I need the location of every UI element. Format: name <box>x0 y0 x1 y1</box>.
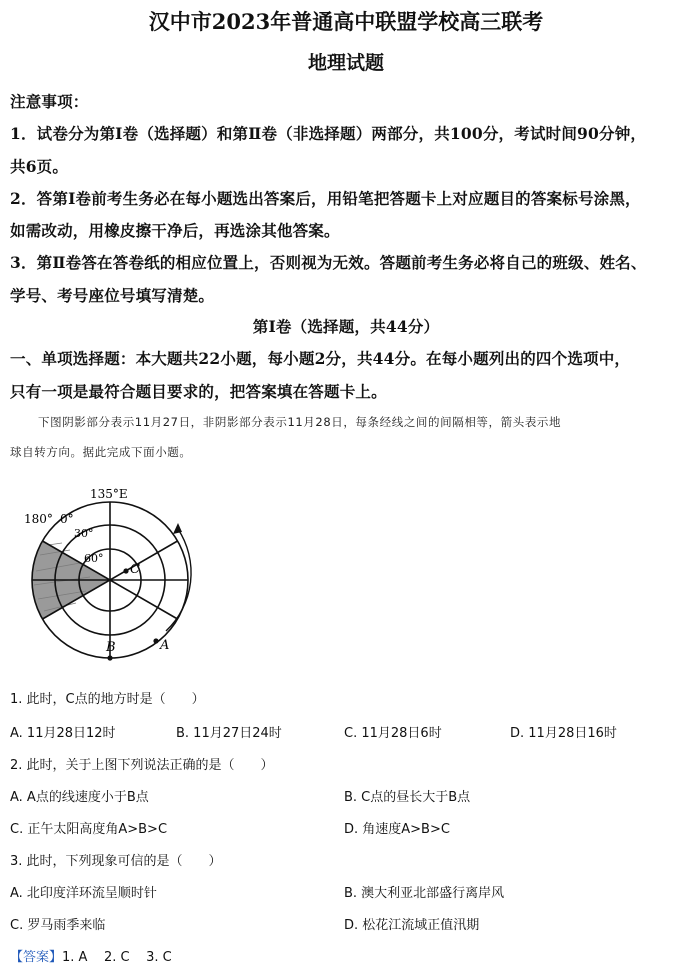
question-1-option-c: C. 11月28日6时 <box>344 726 442 741</box>
point-b-dot <box>107 655 112 660</box>
question-2-option-b: B. C点的昼长大于B点 <box>344 790 471 805</box>
question-2-option-a: A. A点的线速度小于B点 <box>10 790 149 805</box>
question-2-option-d: D. 角速度A>B>C <box>344 822 450 837</box>
note-line-4: 如需改动，用橡皮擦干净后，再选涂其他答案。 <box>10 221 340 240</box>
question-2-stem: 2. 此时，关于上图下列说法正确的是（ ） <box>10 758 274 773</box>
answer-tag: 【答案】 <box>10 950 63 965</box>
answer-2: 2. C <box>103 950 130 965</box>
point-c-dot <box>123 568 128 573</box>
question-3-option-b: B. 澳大利亚北部盛行离岸风 <box>344 886 505 901</box>
label-point-c: C <box>130 562 140 577</box>
answer-3: 3. C <box>146 950 172 965</box>
polar-figure <box>10 485 220 665</box>
label-lat30: 30° <box>74 527 94 540</box>
question-1-option-a: A. 11月28日12时 <box>10 726 116 741</box>
label-zero: 0° <box>60 512 74 526</box>
subject-title: 地理试题 <box>307 52 384 74</box>
question-3-option-c: C. 罗马雨季来临 <box>10 918 106 933</box>
page-title: 汉中市2023年普通高中联盟学校高三联考 <box>148 9 544 34</box>
note-line-2: 共6页。 <box>10 157 69 176</box>
point-a-dot <box>153 638 158 643</box>
note-line-5: 3．第Ⅱ卷答在答卷纸的相应位置上，否则视为无效。答题前考生务必将自己的班级、姓名、 <box>10 253 647 272</box>
label-135e: 135°E <box>90 487 128 501</box>
question-3-option-d: D. 松花江流域正值汛期 <box>344 918 480 933</box>
question-3-stem: 3. 此时，下列现象可信的是（ ） <box>10 854 222 869</box>
answer-line <box>10 946 172 965</box>
question-1-stem: 1. 此时，C点的地方时是（ ） <box>10 692 205 707</box>
label-point-a: A <box>160 638 170 653</box>
label-point-b: B <box>106 640 116 655</box>
notes-heading: 注意事项： <box>10 92 89 111</box>
note-line-3: 2．答第Ⅰ卷前考生务必在每小题选出答案后，用铅笔把答题卡上对应题目的答案标号涂黑， <box>10 189 641 208</box>
label-180: 180° <box>24 512 53 526</box>
note-line-1: 1．试卷分为第Ⅰ卷（选择题）和第Ⅱ卷（非选择题）两部分，共100分，考试时间90分钟， <box>10 124 647 143</box>
intro-line-1: 下图阴影部分表示11月27日，非阴影部分表示11月28日，每条经线之间的间隔相等，箭头表示地 <box>38 415 562 429</box>
question-1-option-d: D. 11月28日16时 <box>510 726 617 741</box>
question-2-option-c: C. 正午太阳高度角A>B>C <box>10 822 168 837</box>
section-instruction-2: 只有一项是最符合题目要求的，把答案填在答题卡上。 <box>10 382 387 401</box>
section-instruction-1: 一、单项选择题：本大题共22小题，每小题2分，共44分。在每小题列出的四个选项中， <box>10 349 631 368</box>
question-3-option-a: A. 北印度洋环流呈顺时针 <box>10 886 157 901</box>
intro-line-2: 球自转方向。据此完成下面小题。 <box>10 445 192 459</box>
section-heading: 第Ⅰ卷（选择题，共44分） <box>252 317 440 336</box>
label-lat60: 60° <box>84 552 104 565</box>
question-1-option-b: B. 11月27日24时 <box>176 726 282 741</box>
answer-1: 1. A <box>62 950 88 965</box>
note-line-6: 学号、考号座位号填写清楚。 <box>10 286 215 305</box>
